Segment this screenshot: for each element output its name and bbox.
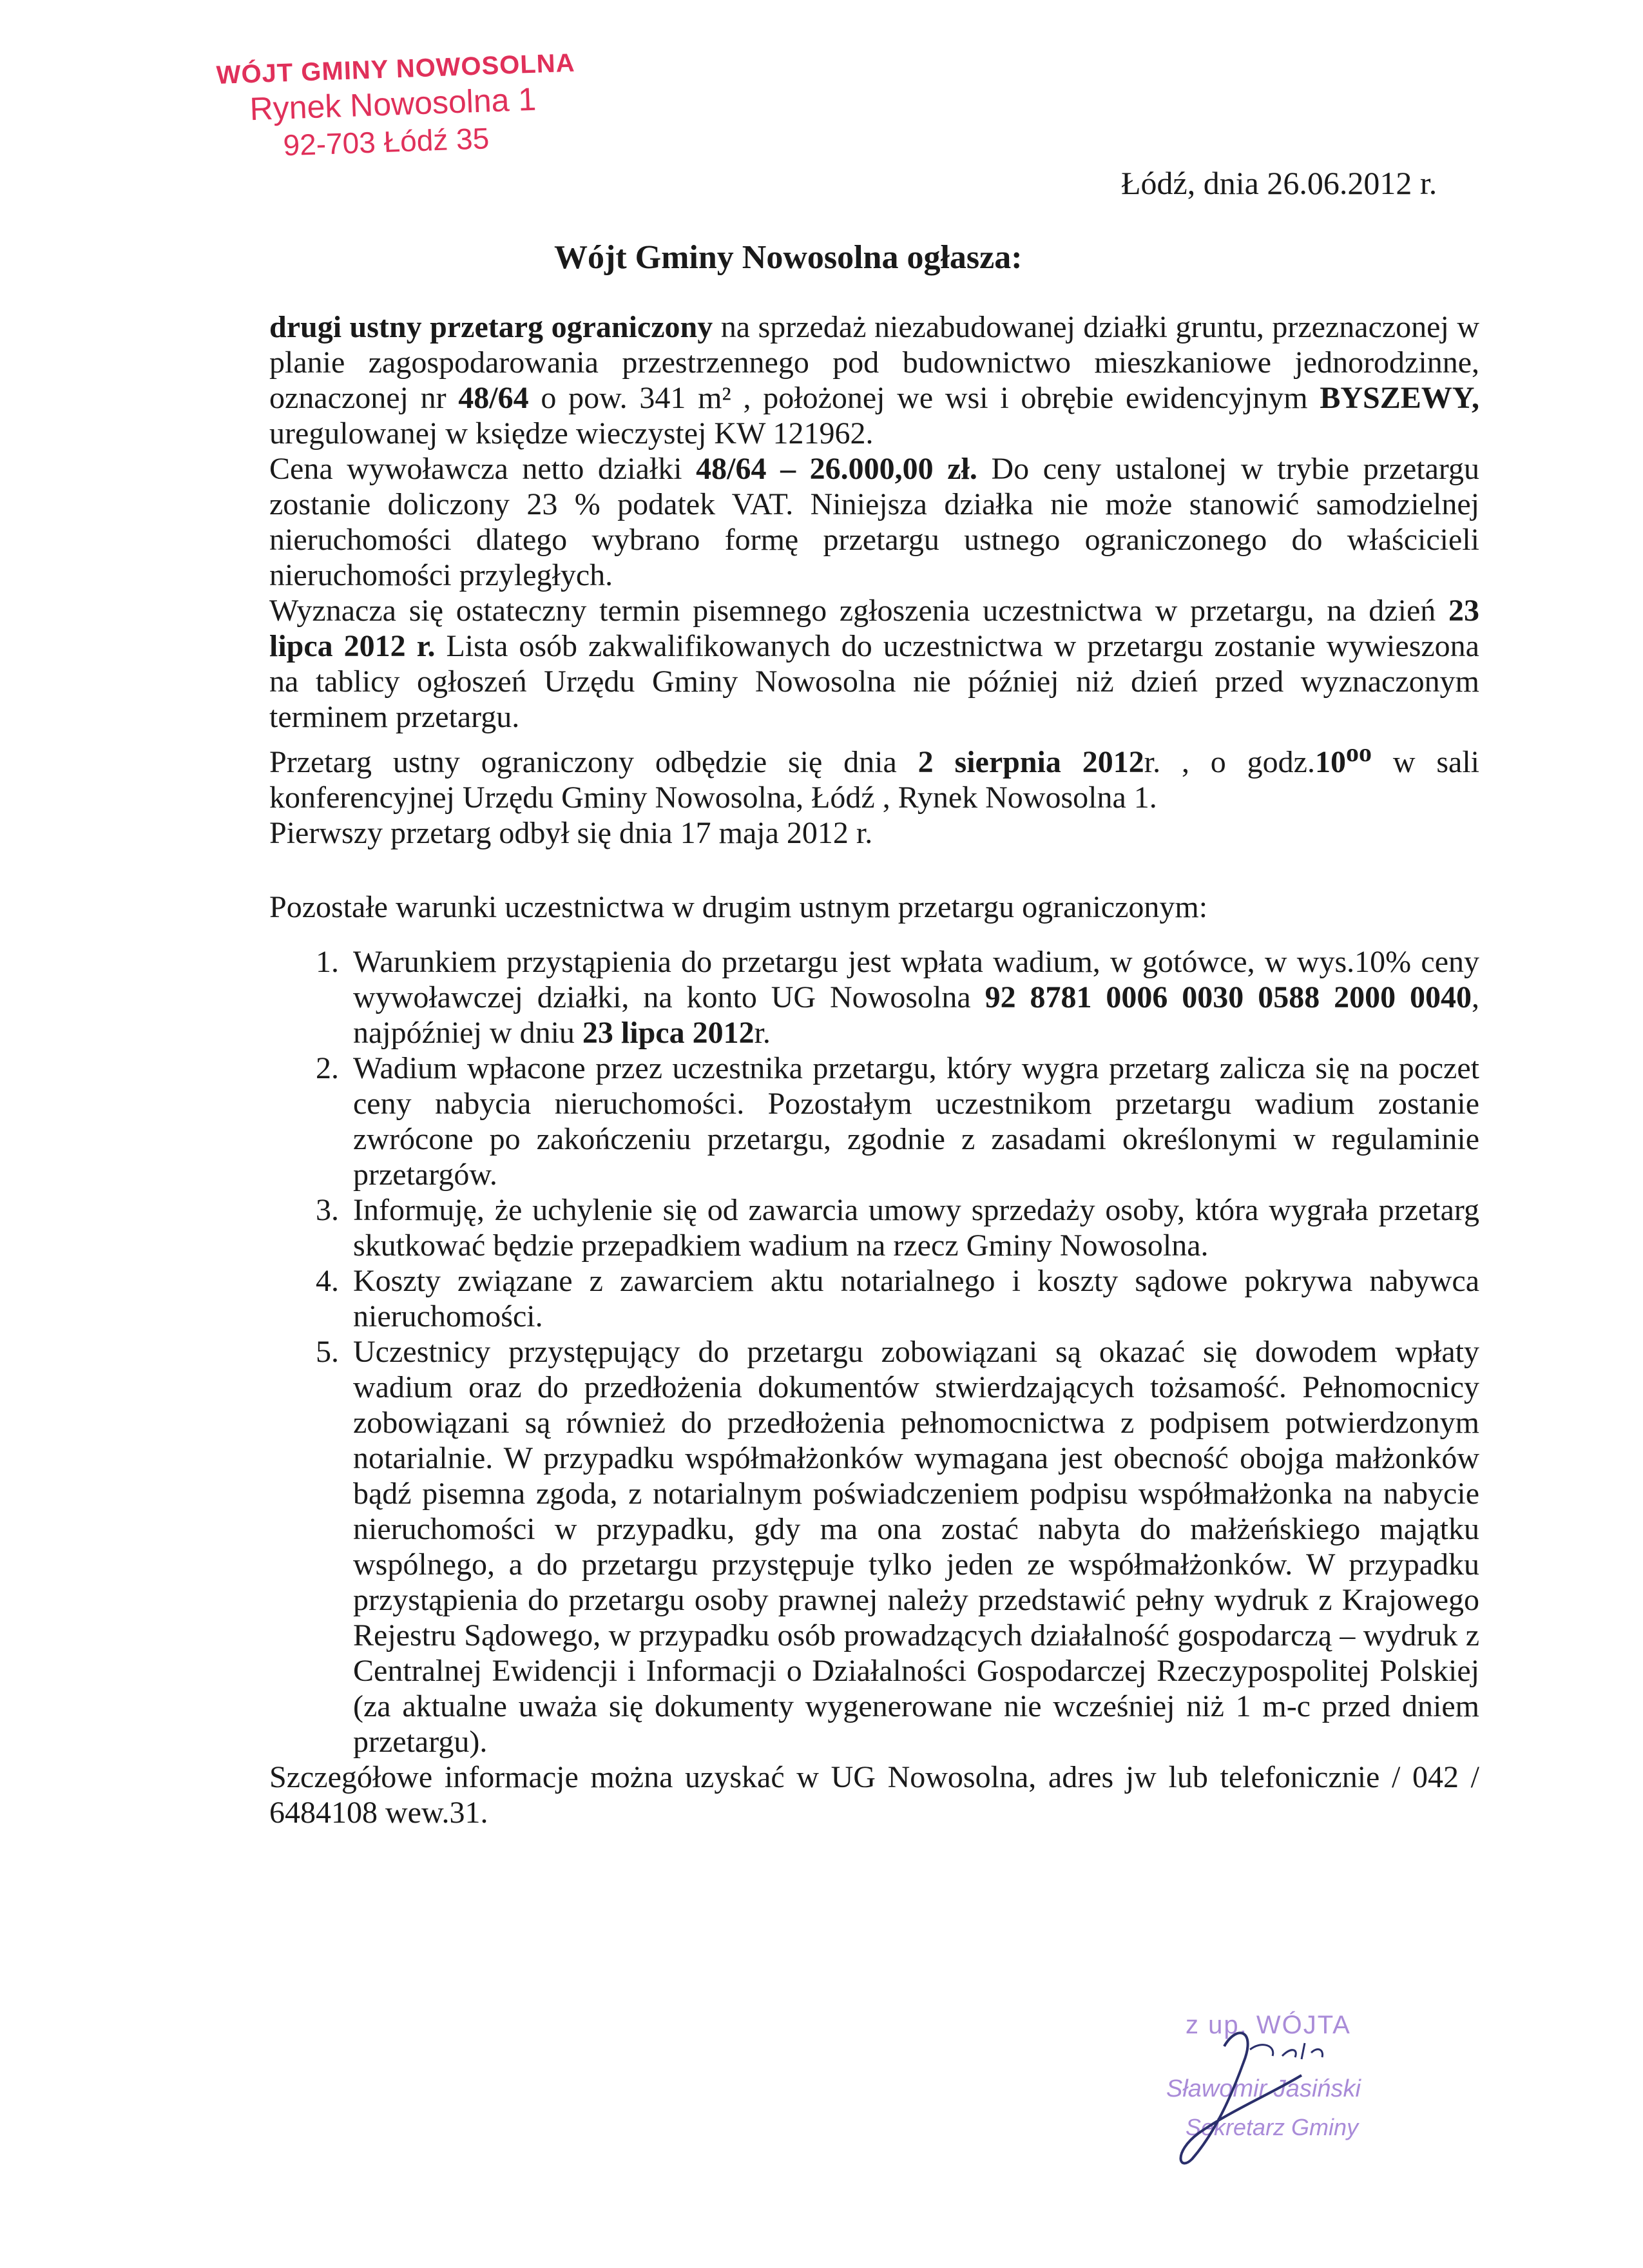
paragraph-auction-date	[269, 735, 1479, 815]
text: r.	[754, 1016, 771, 1050]
text: o pow. 341 m² , położonej we wsi i obrębie ewidencyjnym	[528, 381, 1320, 415]
bold-text: 2 sierpnia 2012	[918, 745, 1144, 779]
superscript: oo	[1345, 738, 1372, 767]
bold-text: 48/64 – 26.000,00 zł.	[696, 452, 977, 486]
text: Wyznacza się ostateczny termin pisemnego zgłoszenia uczestnictwa w przetargu, na dzień	[269, 594, 1448, 628]
text: Lista osób zakwalifikowanych do uczestnictwa w przetargu zostanie wywieszona na tablicy ogłoszeń Urzędu Gminy Nowosolna nie później niż dzień przed wyznaczonym terminem przetargu.	[269, 629, 1479, 734]
text: w sali konferencyjnej Urzędu Gminy Nowosolna, Łódź , Rynek Nowosolna 1.	[269, 745, 1480, 815]
conditions-list	[269, 944, 1479, 1759]
conditions-heading: Pozostałe warunki uczestnictwa w drugim ustnym przetargu ograniczonym:	[269, 890, 1208, 924]
text: Cena wywoławcza netto działki	[269, 452, 697, 486]
signature-stamp-line-2: Sławomir Jasiński	[1166, 2075, 1361, 2102]
text: Do ceny ustalonej w trybie przetargu zostanie doliczony 23 % podatek VAT. Niniejsza działka nie może stanowić samodzielnej nieruchomości dlatego wybrano formę przetargu ustnego ograniczonego do właścicieli nieruchomości przyległych.	[269, 452, 1480, 592]
list-item: 3. Informuję, że uchylenie się od zawarcia umowy sprzedaży osoby, która wygrała przetarg skutkować będzie przepadkiem wadium na rzecz Gminy Nowosolna.	[347, 1192, 1479, 1263]
signature-block	[1153, 1985, 1424, 2178]
text: Przetarg ustny ograniczony odbędzie się dnia	[269, 745, 918, 779]
list-item: 5. Uczestnicy przystępujący do przetargu zobowiązani są okazać się dowodem wpłaty wadium oraz do przedłożenia dokumentów stwierdzających tożsamość. Pełnomocnicy zobowiązani są również do przedłożenia pełnomocnictwa z podpisem potwierdzonym notarialnie. W przypadku współmałżonków wymagana jest obecność obojga małżonków bądź pisemna zgoda, z notarialnym poświadczeniem podpisu współmałżonka na nabycie nieruchomości w przypadku, gdy ma ona zostać nabyta do małżeńskiego majątku wspólnego, a do przetargu przystępuje tylko jeden ze współmałżonków. W przypadku przystąpienia do przetargu osoby prawnej należy przedstawić pełny wydruk z Krajowego Rejestru Sądowego, w przypadku osób prowadzących działalność gospodarczą – wydruk z Centralnej Ewidencji i Informacji o Działalności Gospodarczej Rzeczypospolitej Polskiej (za aktualne uważa się dokumenty wygenerowane nie wcześniej niż 1 m-c przed dniem przetargu).	[347, 1334, 1479, 1759]
document-body	[269, 309, 1479, 1830]
office-stamp	[216, 49, 578, 165]
stamp-line-3: 92-703 Łódź 35	[282, 121, 490, 162]
bold-text: 92 8781 0006 0030 0588 2000 0040	[985, 980, 1472, 1014]
signature-stamp-line-1: z up. WÓJTA	[1186, 2011, 1351, 2039]
stamp-line-1: WÓJT GMINY NOWOSOLNA	[216, 48, 576, 90]
handwritten-signature	[1153, 1985, 1424, 2178]
text: , najpóźniej w dniu	[353, 980, 1479, 1050]
list-item	[347, 944, 1479, 1051]
document-date: Łódź, dnia 26.06.2012 r.	[1121, 165, 1437, 201]
list-item: 2. Wadium wpłacone przez uczestnika przetargu, który wygra przetarg zalicza się na poczet ceny nabycia nieruchomości. Pozostałym uczestnikom przetargu wadium zostanie zwrócone po zakończeniu przetargu, zgodnie z zasadami określonymi w regulaminie przetargów.	[347, 1051, 1479, 1192]
bold-text: 10	[1314, 745, 1346, 779]
text: uregulowanej w księdze wieczystej KW 121962.	[269, 416, 874, 451]
list-item: 4. Koszty związane z zawarciem aktu notarialnego i koszty sądowe pokrywa nabywca nieruchomości.	[347, 1263, 1479, 1334]
paragraph-deadline	[269, 593, 1479, 735]
text: r. , o godz.	[1144, 745, 1315, 779]
document-title: Wójt Gminy Nowosolna ogłasza:	[554, 239, 1023, 276]
text: Warunkiem przystąpienia do przetargu jest wpłata wadium, w gotówce, w wys.10% ceny wywoławczej działki, na konto UG Nowosolna	[353, 945, 1479, 1014]
bold-text: BYSZEWY,	[1320, 381, 1480, 415]
stamp-line-2: Rynek Nowosolna 1	[249, 81, 537, 128]
signature-stamp-line-3: Sekretarz Gminy	[1186, 2114, 1359, 2140]
paragraph-first-auction: Pierwszy przetarg odbył się dnia 17 maja 2012 r.	[269, 816, 873, 850]
bold-text: 23 lipca 2012	[582, 1016, 754, 1050]
bold-text: drugi ustny przetarg ograniczony	[269, 310, 713, 344]
bold-text: 48/64	[458, 381, 529, 415]
contact-info: Szczegółowe informacje można uzyskać w UG Nowosolna, adres jw lub telefonicznie / 042 / 6484108 wew.31.	[269, 1760, 1479, 1830]
text: na sprzedaż niezabudowanej działki gruntu, przeznaczonej w planie zagospodarowania przestrzennego pod budownictwo mieszkaniowe jednorodzinne, oznaczonej nr	[269, 310, 1480, 415]
bold-text: 23 lipca 2012 r.	[269, 594, 1479, 663]
paragraph-announcement	[269, 309, 1479, 451]
paragraph-price	[269, 451, 1479, 593]
